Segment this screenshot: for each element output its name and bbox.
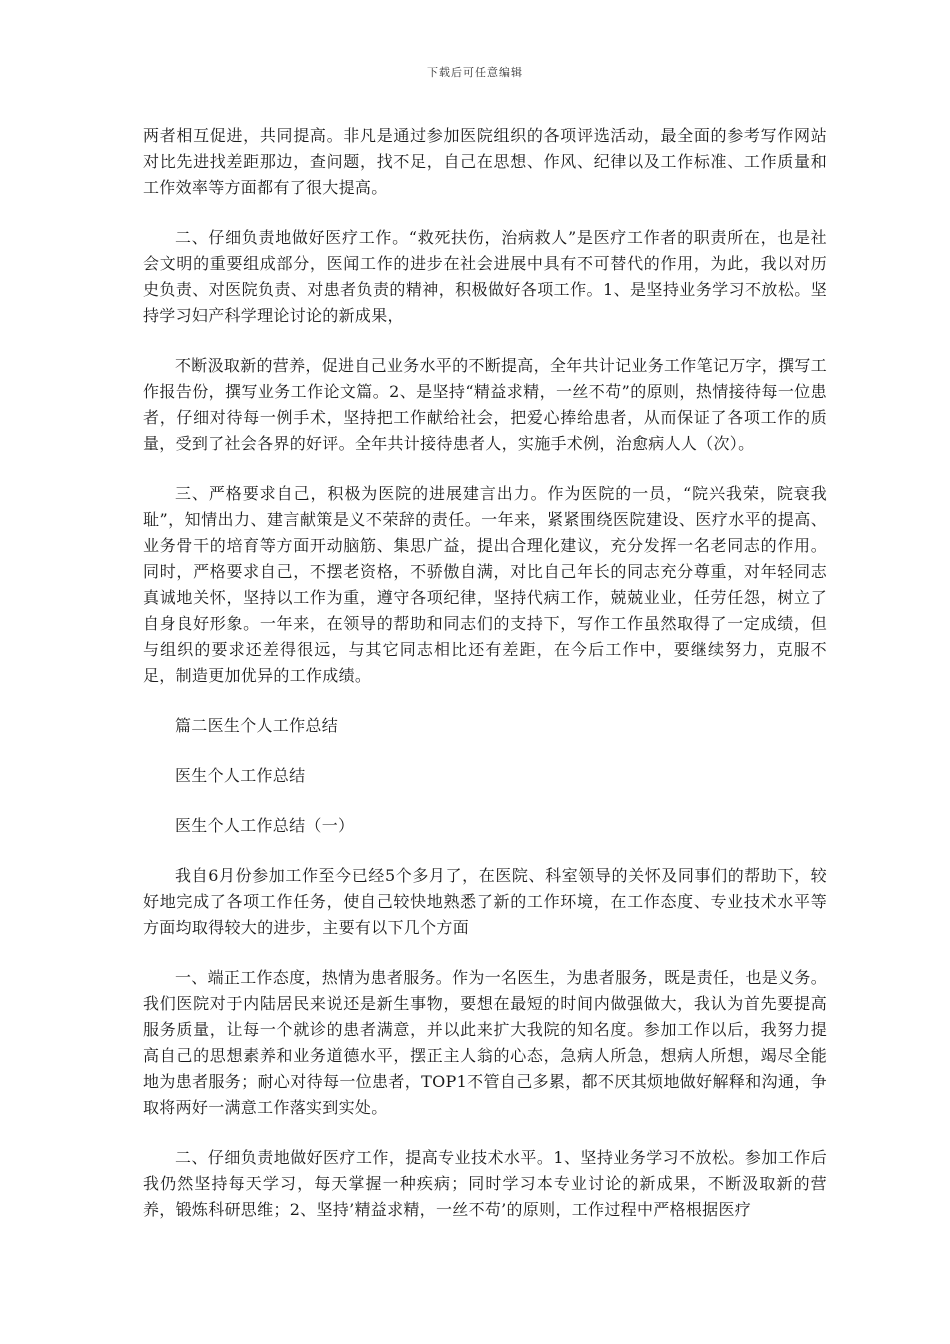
paragraph-study-continued: 不断汲取新的营养，促进自己业务水平的不断提高，全年共计记业务工作笔记万字，撰写工作报告份，撰写业务工作论文篇。2、是坚持“精益求精，一丝不苟”的原则，热情接待每一位患者，仔细对待每一例手术，坚持把工作献给社会，把爱心捧给患者，从而保证了各项工作的质量，受到了社会各界的好评。全年共计接待患者人，实施手术例，治愈病人人（次）。 [143,356,828,453]
paragraph-section-two: 二、仔细负责地做好医疗工作。“救死扶伤，治病救人”是医疗工作者的职责所在，也是社会文明的重要组成部分，医闻工作的进步在社会进展中具有不可替代的作用，为此，我以对历史负责、对医院负责、对患者负责的精神，积极做好各项工作。1、是坚持业务学习不放松。坚持学习妇产科学理论讨论的新成果， [143,228,827,325]
paragraph-medical-work: 二、仔细负责地做好医疗工作，提高专业技术水平。1、坚持业务学习不放松。参加工作后我仍然坚持每天学习，每天掌握一种疾病；同时学习本专业讨论的新成果，不断汲取新的营养，锻炼科研思维；2、坚持’精益求精，一丝不苟’的原则，工作过程中严格根据医疗 [143,1148,827,1219]
section-heading-part-two: 篇二医生个人工作总结 [175,716,339,735]
paragraph-continuation: 两者相互促进，共同提高。非凡是通过参加医院组织的各项评选活动，最全面的参考写作网站对比先进找差距那边，查问题，找不足，自己在思想、作风、纪律以及工作标准、工作质量和工作效率等方面都有了很大提高。 [143,126,827,197]
paragraph-section-three: 三、严格要求自己，积极为医院的进展建言出力。作为医院的一员，“院兴我荣，院衰我耻”，知情出力、建言献策是义不荣辞的责任。一年来，紧紧围绕医院建设、医疗水平的提高、业务骨干的培育等方面开动脑筋、集思广益，提出合理化建议，充分发挥一名老同志的作用。同时，严格要求自己，不摆老资格，不骄傲自满，对比自己年长的同志充分尊重，对年轻同志真诚地关怀，坚持以工作为重，遵守各项纪律，坚持代病工作，兢兢业业，任劳任怨，树立了自身良好形象。一年来，在领导的帮助和同志们的支持下，写作工作虽然取得了一定成绩，但与组织的要求还差得很远，与其它同志相比还有差距，在今后工作中，要继续努力，克服不足，制造更加优异的工作成绩。 [143,484,827,685]
page-header: 下载后可任意编辑 [427,66,523,79]
document-title: 医生个人工作总结 [175,766,306,785]
document-subtitle: 医生个人工作总结（一） [175,816,355,835]
paragraph-attitude: 一、端正工作态度，热情为患者服务。作为一名医生，为患者服务，既是责任，也是义务。我们医院对于内陆居民来说还是新生事物，要想在最短的时间内做强做大，我认为首先要提高服务质量，让每一个就诊的患者满意，并以此来扩大我院的知名度。参加工作以后，我努力提高自己的思想素养和业务道德水平，摆正主人翁的心态，急病人所急，想病人所想，竭尽全能地为患者服务；耐心对待每一位患者，TOP1不管自己多累，都不厌其烦地做好解释和沟通，争取将两好一满意工作落实到实处。 [143,968,828,1117]
paragraph-intro: 我自6月份参加工作至今已经5个多月了，在医院、科室领导的关怀及同事们的帮助下，较好地完成了各项工作任务，使自己较快地熟悉了新的工作环境，在工作态度、专业技术水平等方面均取得较大的进步，主要有以下几个方面 [143,866,827,937]
document-body [143,123,827,1247]
